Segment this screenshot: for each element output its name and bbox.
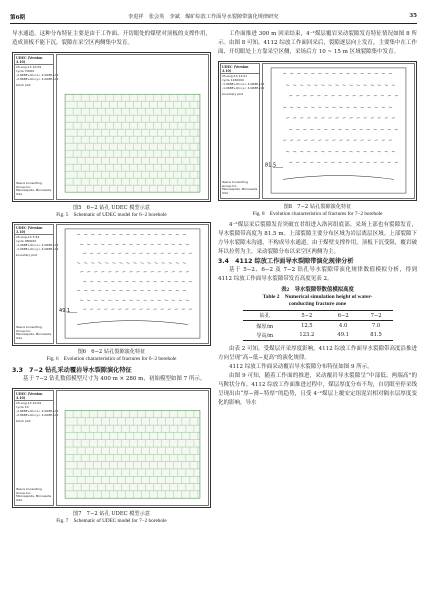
fracture-mark: [119, 263, 122, 264]
figure-6-caption-cn: 图6 6−2 钻孔裂隙演化特征: [77, 349, 146, 355]
fracture-mark: [307, 151, 310, 152]
body-paragraph: 基于 5−2、6−2 及 7−2 钻孔导水裂隙带演化规律数值模拟分析，得到 4112 综放工作面导水裂隙带发育高度见表 2。: [218, 267, 417, 282]
figure-8-caption-en: Fig. 8 Evolution characteristics of fractures for 7−2 borehole: [252, 211, 383, 217]
fracture-mark: [168, 281, 171, 282]
boundary-plot-area: [56, 224, 209, 344]
udec-company: Itasca Consulting Group,Inc.: [16, 180, 42, 189]
fracture-mark: [321, 151, 324, 152]
fracture-mark: [122, 300, 125, 301]
fracture-mark: [91, 263, 94, 264]
fracture-mark: [392, 151, 395, 152]
fracture-mark: [125, 281, 128, 282]
fracture-mark: [112, 263, 115, 264]
fracture-mark: [381, 129, 384, 130]
udec-credit: [16, 488, 53, 503]
section-heading-3-3: 3.3 7−2 钻孔采动覆岩导水裂隙演化特征: [12, 367, 132, 374]
fracture-mark: [378, 85, 381, 86]
udec-city: Minneapolis, Minnesota USA: [16, 188, 52, 197]
fracture-mark: [77, 263, 80, 264]
fracture-mark: [151, 300, 154, 301]
figure-7-udec-model: [12, 388, 211, 508]
block-plot-area: [56, 54, 209, 200]
table-row: [243, 331, 393, 341]
fracture-mark: [165, 300, 168, 301]
udec-coord-x: -1.068E+01<x< 4.068E+02: [16, 243, 59, 248]
fracture-mark: [331, 129, 334, 130]
fracture-mark: [343, 85, 346, 86]
fracture-mark: [172, 244, 175, 245]
fracture-mark: [161, 281, 164, 282]
fracture-mark: [158, 300, 161, 301]
fracture-mark: [283, 107, 286, 108]
fracture-mark: [360, 129, 363, 130]
boundary-plot: [263, 64, 414, 198]
fracture-mark: [108, 300, 111, 301]
table-2-title-en-cont: conducting fracture zone: [288, 301, 347, 307]
table-cell: 煤厚/m: [256, 323, 274, 330]
figure-6-caption-en: Fig. 6 Evolution characteristics of fractures for 6−2 borehole: [46, 356, 177, 362]
boundary-plot: [57, 225, 208, 343]
fracture-mark: [300, 151, 303, 152]
fracture-mark: [307, 85, 310, 86]
fracture-mark: [314, 151, 317, 152]
udec-plot-label: block plot: [16, 83, 31, 88]
fracture-mark: [350, 85, 353, 86]
udec-cycle: cycle 70000: [16, 69, 35, 74]
block-plot: [57, 55, 208, 199]
fracture-mark: [304, 107, 307, 108]
fracture-mark: [144, 244, 147, 245]
block-plot-area: [56, 390, 209, 506]
fracture-mark: [175, 281, 178, 282]
fracture-mark: [154, 281, 157, 282]
udec-title: UDEC (Version 3.10): [15, 225, 53, 235]
fracture-mark: [310, 129, 313, 130]
header-rule: [10, 23, 417, 24]
udec-info-panel: [14, 54, 59, 200]
section-heading-3-4: 3.4 4112 综放工作面导水裂隙带演化规律分析: [218, 258, 354, 265]
fracture-mark: [155, 263, 158, 264]
fracture-mark: [392, 85, 395, 86]
figure-5-caption-cn: 图5 6−2 钻孔 UDEC 模型示意: [73, 205, 150, 211]
running-title: 煤矿综放工作面导水裂隙带演化规律研究: [185, 14, 279, 20]
fracture-mark: [158, 244, 161, 245]
table-2-title-cn: 表2 导水裂隙带数值模拟高度: [281, 287, 354, 293]
table-cell: 4.0: [339, 323, 348, 330]
fracture-mark: [296, 129, 299, 130]
fracture-mark: [108, 244, 111, 245]
fracture-mark: [118, 281, 121, 282]
fracture-mark: [141, 263, 144, 264]
fracture-mark: [335, 85, 338, 86]
figure-5-caption-en: Fig. 5 Schematic of UDEC model for 6−2 borehole: [56, 212, 167, 218]
fracture-mark: [97, 281, 100, 282]
fracture-mark: [94, 244, 97, 245]
fracture-mark: [367, 129, 370, 130]
udec-plot-label: boundary plot: [16, 253, 37, 258]
table-2: [243, 310, 393, 341]
body-paragraph: 工作面推进 300 m 回采结束，4⁻²煤层覆岩采动裂隙发育特征情况如图 8 所示。由图 8 可知，4112 综放工作面回采后，裂隙逐层向上发育，主要集中在工作面、开切眼处上方靠采空区侧，采场后方 10 ~ 15 m 区域裂隙集中发育。: [218, 31, 417, 55]
udec-city: Minneapolis, Minnesota USA: [222, 187, 258, 196]
fracture-mark: [357, 151, 360, 152]
fracture-mark: [290, 107, 293, 108]
page-number: 35: [409, 13, 417, 19]
table-header-cell: 钻孔: [259, 313, 270, 320]
fracture-mark: [137, 300, 140, 301]
fracture-mark: [371, 151, 374, 152]
fracture-mark: [318, 107, 321, 108]
fracture-mark: [389, 107, 392, 108]
fracture-mark: [134, 263, 137, 264]
fracture-mark: [189, 281, 192, 282]
fracture-mark: [346, 129, 349, 130]
fracture-mark: [147, 281, 150, 282]
fracture-mark: [286, 151, 289, 152]
fracture-mark: [364, 85, 367, 86]
fracture-mark: [371, 85, 374, 86]
fracture-mark: [186, 244, 189, 245]
udec-plot-label: block plot: [16, 419, 31, 424]
fracture-mark: [350, 151, 353, 152]
table-cell: 81.5: [370, 332, 382, 339]
fracture-mark: [87, 244, 90, 245]
body-paragraph: 4⁻²煤层采后裂隙发育突破宜君组进入洛河组底部。采场上部也有裂隙发育，导水裂隙带高度为 81.5 m。上部裂隙主要分布区域为岩层离层区域。上部裂隙下方导水裂隙未沟通，不构成导水通道。由于煤壁支撑作用，顶板下沉受阻，覆岩破坏以拉剪为主，采动裂隙分布以采空区两侧为主。: [218, 222, 417, 255]
fracture-mark: [179, 244, 182, 245]
udec-cycle: cycle 980000: [16, 239, 37, 244]
figure-6-fracture-evolution: [12, 222, 211, 346]
fracture-mark: [293, 151, 296, 152]
table-cell: 123.2: [299, 332, 315, 339]
fracture-mark: [129, 300, 132, 301]
body-paragraph: 基于 7−2 钻孔数值模型尺寸为 400 m × 280 m，初始模型如图 7 所示。: [23, 376, 206, 382]
fracture-mark: [293, 85, 296, 86]
udec-coord-x: -2.868E+01<x< 4.008E+02: [16, 409, 59, 414]
udec-date: 25-Aug-13 10:09: [16, 65, 42, 70]
fracture-mark: [357, 85, 360, 86]
fracture-mark: [303, 129, 306, 130]
fracture-mark: [297, 107, 300, 108]
fracture-mark: [105, 263, 108, 264]
udec-date: 25-Aug-13 10:09: [16, 401, 42, 406]
figure-8-fracture-evolution: [218, 61, 417, 201]
udec-coord-y: -1.068E+01<y< 4.068E+02: [16, 247, 59, 252]
height-marker-label: 49.1: [59, 307, 71, 314]
fracture-mark: [325, 107, 328, 108]
fracture-mark: [115, 300, 118, 301]
fracture-mark: [353, 129, 356, 130]
fracture-mark: [332, 107, 335, 108]
fracture-mark: [343, 151, 346, 152]
fracture-mark: [364, 151, 367, 152]
udec-title: UDEC (Version 3.10): [15, 391, 53, 401]
udec-title: UDEC (Version 3.10): [15, 55, 53, 65]
figure-7-caption-cn: 图7 7−2 钻孔 UDEC 模型示意: [73, 511, 150, 517]
fracture-mark: [186, 300, 189, 301]
fracture-mark: [133, 281, 136, 282]
running-authors: 李进祥 张会英 李斌: [128, 14, 180, 20]
udec-coord-y: -2.868E+01<y< 4.008E+02: [16, 77, 59, 82]
fracture-mark: [378, 151, 381, 152]
fracture-mark: [94, 300, 97, 301]
fracture-mark: [140, 281, 143, 282]
table-header-cell: 5−2: [301, 312, 313, 319]
udec-plot-label: boundary plot: [222, 92, 243, 97]
goaf-outline: [77, 321, 188, 325]
fracture-mark: [148, 263, 151, 264]
udec-cycle: cycle 10: [16, 405, 29, 410]
fracture-mark: [101, 300, 104, 301]
fracture-mark: [314, 85, 317, 86]
fracture-mark: [354, 107, 357, 108]
fracture-mark: [129, 244, 132, 245]
fracture-mark: [286, 85, 289, 86]
fracture-mark: [382, 107, 385, 108]
fracture-mark: [104, 281, 107, 282]
udec-info-panel: [14, 390, 59, 506]
fracture-mark: [111, 281, 114, 282]
fracture-mark: [328, 85, 331, 86]
body-paragraph: 由表 2 可知，受煤层开采厚度影响，4112 综放工作面导水裂隙带高度沿推进方向呈现“高−低−更高”的演化规律。: [218, 346, 417, 362]
boundary-plot-area: [262, 63, 415, 199]
udec-coord-x: -1.068E+01<x< 4.068E+02: [222, 82, 265, 87]
udec-credit: [16, 326, 53, 341]
fracture-mark: [162, 263, 165, 264]
udec-city: Minneapolis, Minnesota USA: [16, 494, 52, 503]
fracture-mark: [90, 281, 93, 282]
figure-7-caption-en: Fig. 7 Schematic of UDEC model for 7−2 borehole: [56, 518, 167, 524]
issue-number: 第6期: [10, 15, 26, 21]
fracture-mark: [324, 129, 327, 130]
udec-title: UDEC (Version 3.10): [221, 64, 259, 74]
fracture-mark: [368, 107, 371, 108]
table-2-title-en: Table 2 Numerical simulation height of water-: [262, 294, 373, 300]
udec-date: 25-Aug-13 3:54: [16, 235, 40, 240]
udec-info-panel: [14, 224, 59, 344]
fracture-mark: [172, 300, 175, 301]
model-boundary: [65, 229, 200, 338]
fracture-mark: [395, 129, 398, 130]
fracture-mark: [361, 107, 364, 108]
fracture-mark: [328, 151, 331, 152]
table-row: [243, 321, 393, 331]
table-header-cell: 6−2: [337, 312, 349, 319]
fracture-mark: [83, 281, 86, 282]
udec-coord-y: -2.868E+01<y< 4.008E+02: [16, 413, 59, 418]
fracture-mark: [311, 107, 314, 108]
udec-company: Itasca Consulting Group,Inc.: [16, 486, 42, 495]
table-header-row: [243, 311, 393, 321]
fracture-mark: [385, 85, 388, 86]
fracture-mark: [126, 263, 129, 264]
fracture-mark: [385, 151, 388, 152]
table-header-cell: 7−2: [370, 312, 382, 319]
fracture-mark: [115, 244, 118, 245]
fracture-mark: [182, 281, 185, 282]
fracture-mark: [388, 129, 391, 130]
fracture-mark: [339, 129, 342, 130]
fracture-mark: [289, 129, 292, 130]
fracture-mark: [80, 244, 83, 245]
fracture-mark: [151, 244, 154, 245]
udec-credit: [16, 182, 53, 197]
goaf-outline: [283, 176, 394, 180]
body-paragraph: 4112 综放工作面采动覆岩导水裂隙分布特征如图 9 所示。: [229, 364, 373, 371]
fracture-mark: [340, 107, 343, 108]
body-paragraph: 导水通道。这种分布特征主要是由于工作面、开切眼处的煤壁对顶板的支撑作用，造成顶板不能下沉，裂隙在采空区两侧集中发育。: [12, 31, 211, 46]
fracture-mark: [317, 129, 320, 130]
figure-8-caption-cn: 图8 7−2 钻孔裂隙演化特征: [283, 204, 352, 210]
fracture-mark: [122, 244, 125, 245]
fracture-mark: [347, 107, 350, 108]
fracture-mark: [179, 300, 182, 301]
fracture-mark: [374, 129, 377, 130]
fracture-mark: [183, 263, 186, 264]
udec-credit: [222, 181, 259, 196]
table-cell: 12.5: [301, 323, 313, 330]
fracture-mark: [84, 263, 87, 264]
left-column: [12, 30, 211, 525]
right-column: [218, 30, 417, 408]
udec-city: Minneapolis, Minnesota USA: [16, 332, 52, 341]
page-header: [10, 6, 417, 24]
fracture-mark: [98, 263, 101, 264]
table-cell: 49.1: [337, 332, 349, 339]
fracture-mark: [137, 244, 140, 245]
udec-coord-x: -2.868E+01<x< 4.008E+02: [16, 73, 59, 78]
fracture-mark: [176, 263, 179, 264]
udec-company: Itasca Consulting Group,Inc.: [222, 179, 248, 188]
body-paragraph: 由图 9 可知，随着工作面的推进，采动覆岩导水裂隙呈“中部低、两端高”的马鞍状分布。4112 综放工作面推进过程中，煤层厚度分布不均，自切眼至停采线呈现出由“厚−薄−特厚”的趋势，且受 4⁻²煤层上覆安定组泥岩相对隔水层厚度变化的影响，导水: [218, 373, 417, 407]
fracture-mark: [300, 85, 303, 86]
fracture-mark: [375, 107, 378, 108]
fracture-mark: [335, 151, 338, 152]
model-boundary: [271, 68, 406, 193]
udec-coord-y: -1.068E+01<y< 4.068E+02: [222, 86, 265, 91]
height-marker-label: 81.5: [265, 162, 277, 169]
udec-cycle: cycle 1160000: [222, 78, 245, 83]
fracture-mark: [144, 300, 147, 301]
udec-date: 25-Aug-13 12:01: [222, 74, 248, 79]
fracture-mark: [87, 300, 90, 301]
block-plot: [57, 391, 208, 505]
fracture-mark: [165, 244, 168, 245]
fracture-mark: [101, 244, 104, 245]
udec-company: Itasca Consulting Group,Inc.: [16, 324, 42, 333]
figure-5-udec-model: [12, 52, 211, 202]
table-cell: 7.0: [371, 323, 381, 330]
fracture-mark: [80, 300, 83, 301]
fracture-mark: [321, 85, 324, 86]
fracture-mark: [169, 263, 172, 264]
table-cell: 导高/m: [256, 332, 274, 339]
udec-info-panel: [220, 63, 265, 199]
